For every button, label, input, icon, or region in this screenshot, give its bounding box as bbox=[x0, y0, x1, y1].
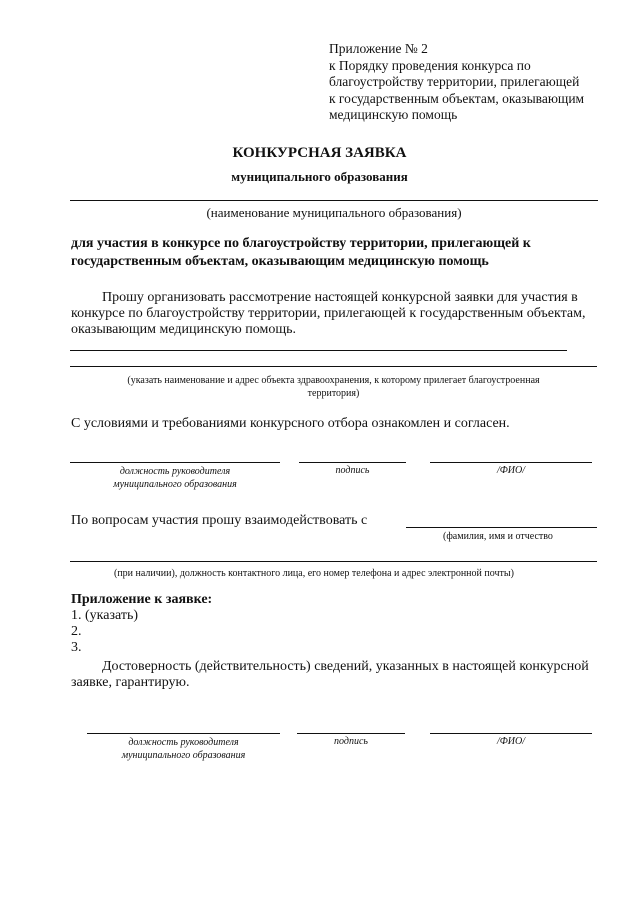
object-line bbox=[70, 366, 597, 367]
signature-caption: подпись bbox=[334, 736, 368, 747]
signature-line bbox=[299, 462, 406, 463]
attachment-item: 2. bbox=[71, 624, 82, 639]
request-line: Прошу организовать рассмотрение настоящей конкурсной заявки для участия в bbox=[102, 290, 578, 305]
position-caption-line: муниципального образования bbox=[121, 750, 246, 761]
position-line bbox=[70, 462, 280, 463]
object-caption-line: (указать наименование и адрес объекта здравоохранения, к которому прилегает благоустроенная bbox=[127, 375, 540, 386]
position-line bbox=[87, 733, 280, 734]
agreement-text: С условиями и требованиями конкурсного отбора ознакомлен и согласен. bbox=[71, 416, 510, 431]
fio-caption: /ФИО/ bbox=[496, 736, 526, 747]
object-caption bbox=[70, 374, 597, 400]
contact-text: По вопросам участия прошу взаимодействовать с bbox=[71, 513, 368, 528]
appendix-line: благоустройству территории, прилегающей bbox=[329, 74, 580, 89]
object-line bbox=[70, 350, 567, 351]
contact-caption: (при наличии), должность контактного лица, его номер телефона и адрес электронной почты) bbox=[114, 568, 514, 579]
signature-line bbox=[297, 733, 405, 734]
attachments-heading: Приложение к заявке: bbox=[71, 592, 213, 607]
attachment-item: 3. bbox=[71, 640, 82, 655]
fio-caption: /ФИО/ bbox=[496, 465, 526, 476]
municipality-name-line bbox=[70, 200, 598, 201]
guarantee-line: Достоверность (действительность) сведений, указанных в настоящей конкурсной bbox=[102, 659, 589, 674]
position-caption-line: должность руководителя bbox=[119, 466, 231, 477]
contact-name-line bbox=[406, 527, 597, 528]
purpose-line: государственным объектам, оказывающим медицинскую помощь bbox=[71, 254, 489, 269]
document-title: КОНКУРСНАЯ ЗАЯВКА bbox=[232, 145, 407, 161]
signature-caption: подпись bbox=[335, 465, 370, 476]
attachment-item: 1. (указать) bbox=[71, 608, 139, 623]
request-line: конкурсе по благоустройству территории, прилегающей к государственным объектам, bbox=[71, 306, 586, 321]
fio-line bbox=[430, 462, 592, 463]
position-caption-line: муниципального образования bbox=[113, 479, 237, 490]
appendix-header bbox=[329, 41, 629, 124]
appendix-line: медицинскую помощь bbox=[329, 107, 458, 122]
position-caption-line: должность руководителя bbox=[128, 737, 239, 748]
document-subtitle: муниципального образования bbox=[231, 169, 408, 184]
contact-caption: (фамилия, имя и отчество bbox=[443, 531, 553, 542]
contact-details-line bbox=[70, 561, 597, 562]
fio-line bbox=[430, 733, 592, 734]
object-caption-line: территория) bbox=[307, 388, 360, 399]
position-caption bbox=[87, 736, 280, 762]
appendix-line: к государственным объектам, оказывающим bbox=[329, 90, 585, 106]
guarantee-line: заявке, гарантирую. bbox=[71, 675, 190, 690]
appendix-line: Приложение № 2 bbox=[329, 41, 428, 56]
position-caption bbox=[80, 465, 270, 491]
request-line: оказывающим медицинскую помощь. bbox=[71, 322, 296, 337]
purpose-line: для участия в конкурсе по благоустройству территории, прилегающей к bbox=[71, 236, 531, 251]
municipality-name-caption: (наименование муниципального образования) bbox=[206, 205, 462, 220]
appendix-line: к Порядку проведения конкурса по bbox=[329, 57, 531, 73]
